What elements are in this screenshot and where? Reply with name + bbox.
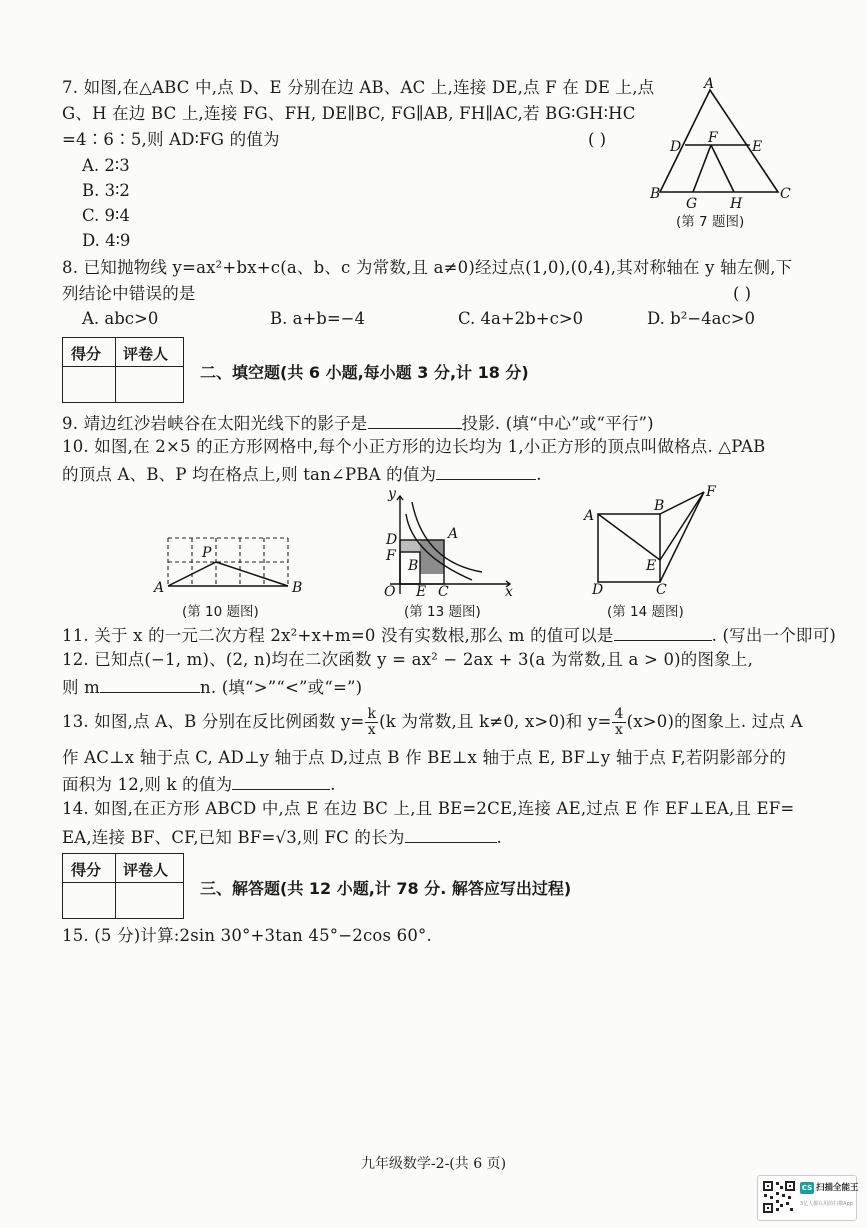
q13-line-1	[62, 706, 803, 738]
fig7-triangle-diagram	[640, 72, 800, 232]
q10-line-1: 10. 如图,在 2×5 的正方形网格中,每个小正方形的边长均为 1,小正方形的顶点叫做格点. △PAB	[62, 437, 766, 456]
q13-line-2: 作 AC⊥x 轴于点 C, AD⊥y 轴于点 D,过点 B 作 BE⊥x 轴于点 E, BF⊥y 轴于点 F,若阴影部分的	[62, 748, 787, 767]
q13-part-2: (k 为常数,且 k≠0, x>0)和 y=	[379, 712, 612, 731]
fig13-function-diagram	[372, 488, 522, 600]
fig14-label-b: B	[654, 498, 665, 514]
q12-line-2	[62, 676, 362, 698]
fig13-label-f: F	[386, 548, 396, 564]
q9-text-after: 投影. (填“中心”或“平行”)	[461, 414, 654, 433]
q15-text: 15. (5 分)计算:2sin 30°+3tan 45°−2cos 60°.	[62, 926, 432, 945]
q8-option-a: A. abc>0	[82, 309, 159, 328]
fig14-label-d: D	[592, 582, 604, 598]
fig10-label-b: B	[292, 580, 303, 596]
score-box-section-3	[62, 853, 184, 919]
fig14-segment-ae	[598, 514, 660, 560]
q8-answer-bracket: ( )	[733, 284, 752, 303]
q11-text	[62, 624, 836, 646]
q11-text-after: . (写出一个即可)	[711, 626, 836, 645]
fig14-label-c: C	[656, 582, 667, 598]
q7-line-3: =4∶6∶5,则 AD∶FG 的值为	[62, 130, 280, 149]
fig7-label-f: F	[708, 130, 718, 146]
fig13-label-b: B	[408, 558, 419, 574]
fig7-label-b: B	[650, 186, 661, 202]
fig14-label-a: A	[584, 508, 595, 524]
q14-line-2-after: .	[496, 828, 502, 847]
scanner-watermark	[757, 1175, 857, 1221]
fig10-segment-pb	[216, 562, 288, 586]
fig10-grid-diagram	[148, 530, 308, 600]
q12-line-2-before: 则 m	[62, 678, 100, 697]
q7-option-b: B. 3∶2	[82, 181, 130, 200]
grader-label-2: 评卷人	[123, 861, 169, 879]
page-footer: 九年级数学-2-(共 6 页)	[360, 1156, 507, 1172]
fig14-square-diagram	[578, 480, 728, 600]
fig10-label-a: A	[154, 580, 165, 596]
q13-frac1-denominator: x	[367, 722, 376, 738]
score-box-section-2	[62, 337, 184, 403]
q13-part-3: (x>0)的图象上. 过点 A	[626, 712, 803, 731]
q13-line-3	[62, 773, 336, 795]
fig10-label-p: P	[202, 545, 212, 561]
qr-code-icon	[762, 1180, 796, 1214]
fig13-label-x: x	[505, 584, 513, 600]
q13-frac2-numerator: 4	[614, 706, 624, 722]
fig10-caption: (第 10 题图)	[182, 604, 259, 620]
camscanner-logo-icon: CS	[801, 1184, 813, 1192]
q14-answer-blank	[405, 826, 497, 843]
q12-line-1: 12. 已知点(−1, m)、(2, n)均在二次函数 y = ax² − 2ax + 3(a 为常数,且 a > 0)的图象上,	[62, 650, 754, 669]
q13-fraction-k-over-x	[365, 707, 378, 738]
q7-line-2: G、H 在边 BC 上,连接 FG、FH, DE∥BC, FG∥AB, FH∥AC,若 BG∶GH∶HC	[62, 104, 636, 123]
score-label: 得分	[71, 345, 102, 363]
fig13-label-y: y	[388, 488, 396, 502]
fig13-label-o: O	[384, 584, 396, 600]
grader-label: 评卷人	[123, 345, 169, 363]
q14-line-2	[62, 826, 502, 848]
q7-option-c: C. 9∶4	[82, 206, 130, 225]
fig14-caption: (第 14 题图)	[607, 604, 684, 620]
q12-line-2-after: n. (填“>”“<”或“=”)	[200, 678, 363, 697]
q10-answer-blank	[436, 463, 536, 480]
q9-text-before: 9. 靖边红沙岩峡谷在太阳光线下的影子是	[62, 414, 368, 433]
section-3-heading: 三、解答题(共 12 小题,计 78 分. 解答应写出过程)	[200, 879, 572, 898]
fig7-label-c: C	[780, 186, 791, 202]
q10-line-2-before: 的顶点 A、B、P 均在格点上,则 tan∠PBA 的值为	[62, 465, 437, 484]
score-label-2: 得分	[71, 861, 102, 879]
fig7-label-e: E	[752, 139, 763, 155]
watermark-subtitle: 3亿人都在用的扫描App	[800, 1201, 853, 1207]
fig14-label-e: E	[646, 558, 657, 574]
fig13-label-a: A	[448, 526, 459, 542]
fig7-label-h: H	[730, 196, 743, 212]
q12-answer-blank	[100, 676, 200, 693]
fig14-label-f: F	[706, 484, 716, 500]
q13-fraction-4-over-x	[612, 707, 625, 738]
q7-line-1: 7. 如图,在△ABC 中,点 D、E 分别在边 AB、AC 上,连接 DE,点 F 在 DE 上,点	[62, 78, 655, 97]
q11-text-before: 11. 关于 x 的一元二次方程 2x²+x+m=0 没有实数根,那么 m 的值可以是	[62, 626, 614, 645]
fig13-caption: (第 13 题图)	[404, 604, 481, 620]
q8-option-b: B. a+b=−4	[270, 309, 365, 328]
q13-line-3-before: 面积为 12,则 k 的值为	[62, 775, 233, 794]
q8-line-1: 8. 已知抛物线 y=ax²+bx+c(a、b、c 为常数,且 a≠0)经过点(1,0),(0,4),其对称轴在 y 轴左侧,下	[62, 258, 793, 277]
q13-frac2-denominator: x	[614, 722, 624, 738]
q8-option-d: D. b²−4ac>0	[647, 309, 756, 328]
q13-frac1-numerator: k	[367, 706, 377, 722]
fig14-segment-cf	[660, 492, 704, 582]
q8-option-c: C. 4a+2b+c>0	[458, 309, 584, 328]
section-2-heading: 二、填空题(共 6 小题,每小题 3 分,计 18 分)	[200, 363, 529, 382]
q7-answer-bracket: ( )	[588, 130, 607, 149]
q7-option-d: D. 4∶9	[82, 231, 131, 250]
q10-line-2-after: .	[536, 465, 542, 484]
watermark-title: 扫描全能王	[816, 1183, 859, 1193]
fig13-label-d: D	[386, 532, 398, 548]
fig13-label-c: C	[438, 584, 449, 600]
q14-line-2-before: EA,连接 BF、CF,已知 BF=√3,则 FC 的长为	[62, 828, 405, 847]
fig7-label-a: A	[704, 76, 715, 92]
q13-line-3-after: .	[330, 775, 336, 794]
q7-option-a: A. 2∶3	[82, 156, 130, 175]
q9-text	[62, 412, 654, 434]
fig7-label-g: G	[686, 196, 698, 212]
fig7-segment-fg	[693, 145, 711, 192]
q10-line-2	[62, 463, 542, 485]
q13-answer-blank	[232, 773, 330, 790]
fig7-segment-fh	[711, 145, 734, 192]
q8-line-2: 列结论中错误的是	[62, 284, 196, 303]
fig7-label-d: D	[670, 139, 682, 155]
fig7-caption: (第 7 题图)	[676, 214, 745, 230]
fig13-label-e: E	[416, 584, 427, 600]
q14-line-1: 14. 如图,在正方形 ABCD 中,点 E 在边 BC 上,且 BE=2CE,连接 AE,过点 E 作 EF⊥EA,且 EF=	[62, 799, 795, 818]
q11-answer-blank	[614, 624, 712, 641]
q13-part-1: 13. 如图,点 A、B 分别在反比例函数 y=	[62, 712, 365, 731]
q9-answer-blank	[368, 412, 462, 429]
